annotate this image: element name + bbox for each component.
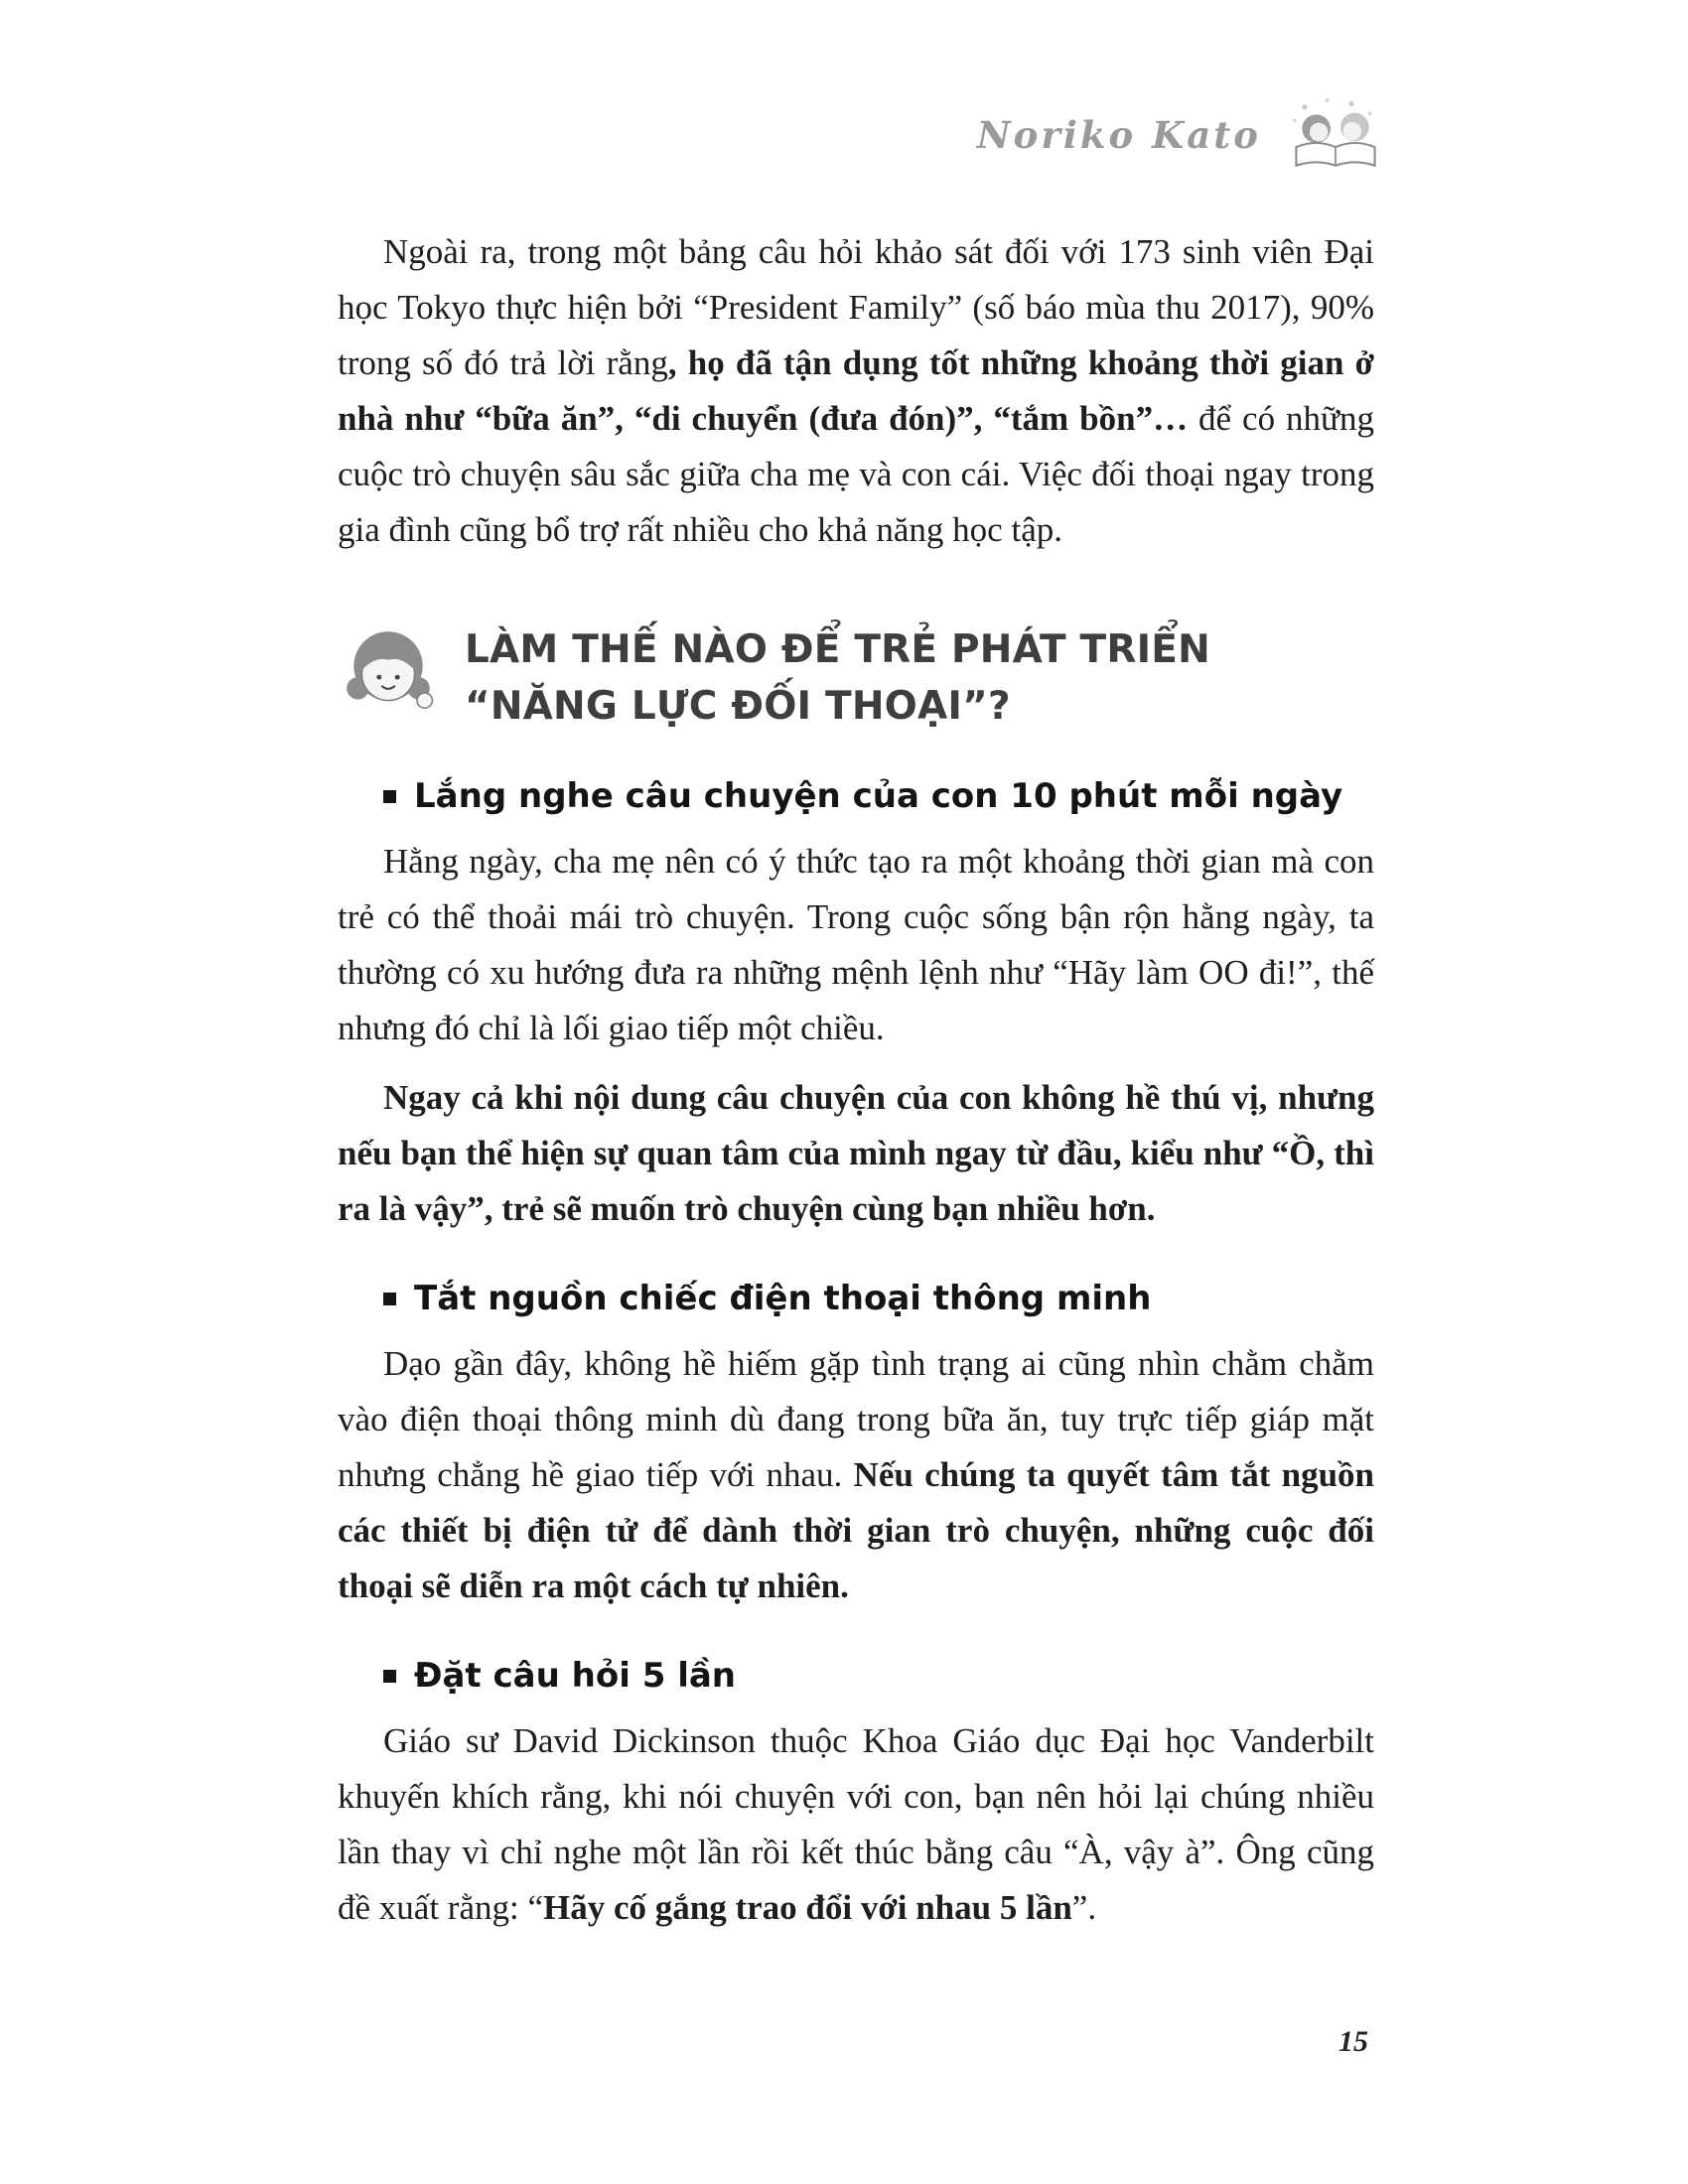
girl-avatar-icon [338,619,439,721]
subheading-label: Lắng nghe câu chuyện của con 10 phút mỗi ngày [414,776,1343,816]
page-number: 15 [1338,2025,1368,2058]
page-header [338,95,1390,175]
subheading-label: Tắt nguồn chiếc điện thoại thông minh [414,1279,1152,1318]
section-title: LÀM THẾ NÀO ĐỂ TRẺ PHÁT TRIỂN “NĂNG LỰC ĐỐI THOẠI”? [465,627,1210,729]
paragraph: Ngay cả khi nội dung câu chuyện của con không hề thú vị, nhưng nếu bạn thể hiện sự quan tâm của mình ngay từ đầu, kiểu như “Ồ, thì ra là vậy”, trẻ sẽ muốn trò chuyện cùng bạn nhiều hơn. [338,1078,1374,1228]
paragraph: Giáo sư David Dickinson thuộc Khoa Giáo dục Đại học Vanderbilt khuyến khích rằng, khi nói chuyện với con, bạn nên hỏi lại chúng nhiều lần thay vì chỉ nghe một lần rồi kết thúc bằng câu “À, vậy à”. Ông cũng đề xuất rằng: “Hãy cố gắng trao đổi với nhau 5 lần”. [338,1721,1374,1927]
paragraph: Hằng ngày, cha mẹ nên có ý thức tạo ra một khoảng thời gian mà con trẻ có thể thoải mái trò chuyện. Trong cuộc sống bận rộn hằng ngày, ta thường có xu hướng đưa ra những mệnh lệnh như “Hãy làm OO đi!”, thế nhưng đó chỉ là lối giao tiếp một chiều. [338,842,1374,1047]
subheading-turn-off-smartphone [383,1279,1374,1318]
author-name: Noriko Kato [976,113,1261,157]
children-reading-icon [1281,95,1390,175]
subheading-label: Đặt câu hỏi 5 lần [414,1656,737,1696]
subheading-listen-10-minutes [383,776,1374,816]
section-heading [338,621,1374,735]
square-bullet-icon [383,1670,396,1683]
page-content [338,224,1374,1950]
paragraph: Dạo gần đây, không hề hiếm gặp tình trạng ai cũng nhìn chằm chằm vào điện thoại thông minh dù đang trong bữa ăn, tuy trực tiếp giáp mặt nhưng chẳng hề giao tiếp với nhau. Nếu chúng ta quyết tâm tắt nguồn các thiết bị điện tử để dành thời gian trò chuyện, những cuộc đối thoại sẽ diễn ra một cách tự nhiên. [338,1344,1375,1605]
square-bullet-icon [383,790,396,803]
intro-paragraph: Ngoài ra, trong một bảng câu hỏi khảo sát đối với 173 sinh viên Đại học Tokyo thực hiện bởi “President Family” (số báo mùa thu 2017), 90% trong số đó trả lời rằng, họ đã tận dụng tốt những khoảng thời gian ở nhà như “bữa ăn”, “di chuyển (đưa đón)”, “tắm bồn”… để có những cuộc trò chuyện sâu sắc giữa cha mẹ và con cái. Việc đối thoại ngay trong gia đình cũng bổ trợ rất nhiều cho khả năng học tập. [338,232,1375,549]
square-bullet-icon [383,1293,396,1305]
subheading-ask-5-times [383,1656,1374,1696]
